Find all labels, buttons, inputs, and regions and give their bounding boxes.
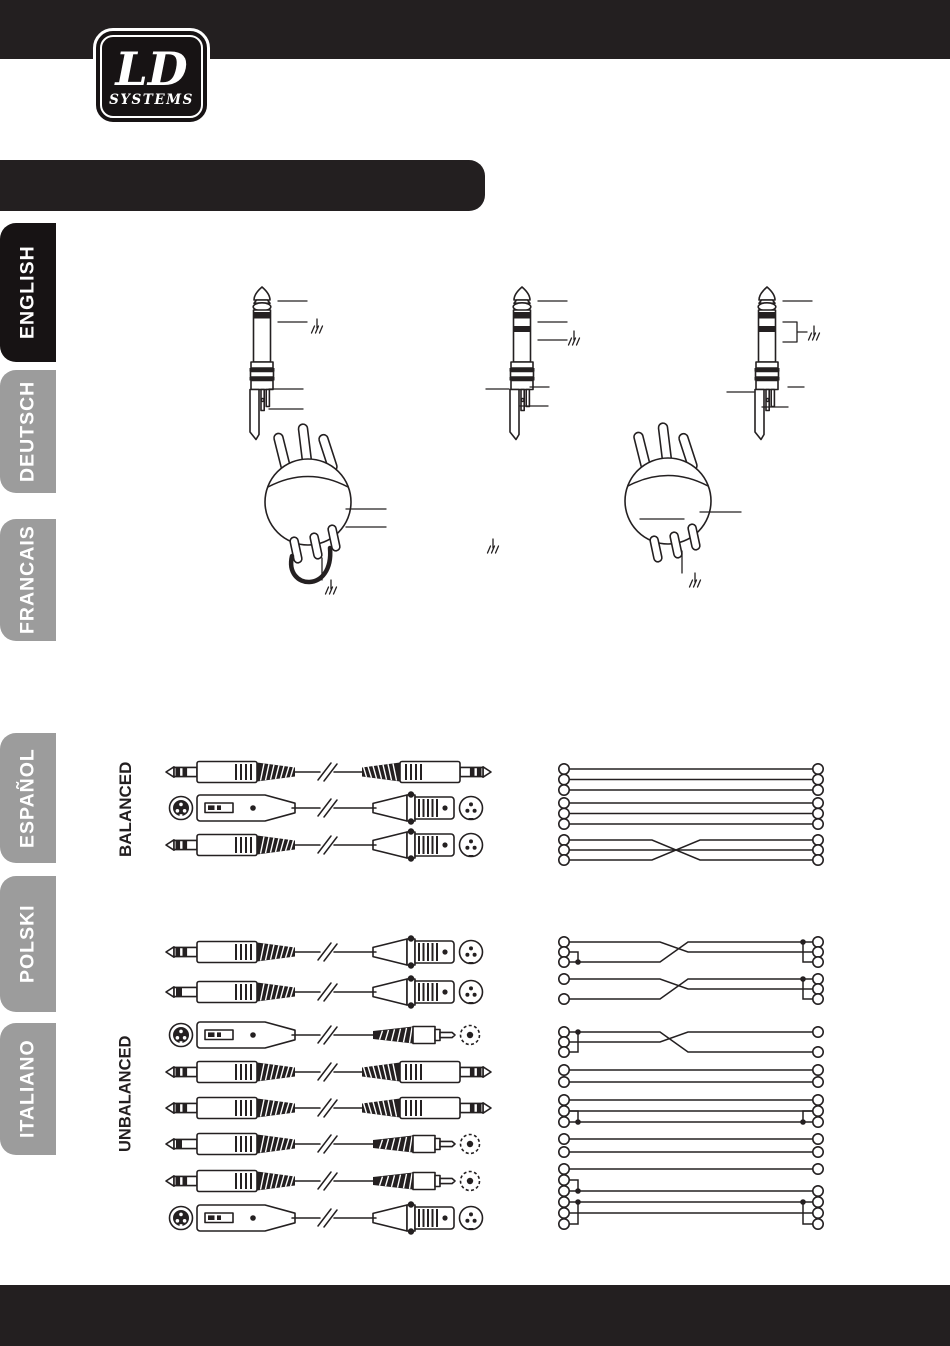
xlr-male-icon [373,935,483,968]
xlr-female-icon [170,1205,296,1231]
schematic-row-6 [559,1134,823,1157]
unbalanced-cable-drawings [166,935,491,1234]
stereo-jack-icon [166,1062,295,1083]
ld-systems-logo [93,28,210,125]
pinout-stereo-jack [486,287,580,440]
schematic-row-4 [559,1065,823,1087]
mono-jack-icon [166,982,295,1003]
rca-icon [373,1026,480,1045]
cable-stereo-jack-to-stereo-jack [166,1062,491,1083]
stereo-jack-icon [362,1062,491,1083]
cable-xlr-female-to-rca [170,1022,480,1048]
stereo-jack-icon [362,762,491,783]
xlr-female-icon [170,795,296,821]
schematic-row-2 [559,974,823,1004]
pinout-xlr-male-jumpered [265,424,386,594]
cable-stereo-jack-to-stereo-jack [166,1098,491,1119]
stereo-jack-icon [362,1098,491,1119]
sidebar-tab-polski: POLSKI [0,876,56,1012]
sidebar-tab-deutsch: DEUTSCH [0,370,56,493]
logo-text-systems: SYSTEMS [109,92,194,108]
stereo-jack-icon [166,762,295,783]
cable-stereo-jack-to-xlr-male [166,828,483,861]
stereo-jack-plug-icon [510,287,535,440]
cable-xlr-female-to-xlr-male [170,791,483,824]
sidebar-tab-english: ENGLISH [0,223,56,362]
cable-mono-jack-to-rca [166,1134,480,1155]
schematic-row-3 [559,835,823,865]
cable-stereo-jack-to-xlr-male [166,935,483,968]
rca-icon [373,1172,480,1191]
schematic-row-1 [559,764,823,795]
cable-stereo-jack-to-stereo-jack [166,762,491,783]
schematic-row-3 [559,1027,823,1057]
schematic-row-7 [559,1164,823,1196]
unbalanced-section-label: UNBALANCED [116,1035,135,1153]
xlr-plug-icon [265,424,351,564]
pinout-mono-jack [250,287,323,440]
xlr-plug-icon [625,423,711,563]
sidebar-tab-italiano: ITALIANO [0,1023,56,1155]
balanced-cable-drawings [166,762,491,862]
xlr-female-icon [170,1022,296,1048]
sidebar-tab-espanol: ESPAÑOL [0,733,56,863]
balanced-section-label: BALANCED [116,761,135,857]
ground-icon [312,319,323,333]
xlr-male-icon [373,975,483,1008]
xlr-male-icon [373,1201,483,1234]
schematic-row-5 [559,1095,823,1127]
stereo-jack-icon [166,1171,295,1192]
xlr-male-icon [373,791,483,824]
sidebar-tab-francais: FRANCAIS [0,519,56,641]
ground-icon [326,580,337,594]
schematic-row-2 [559,798,823,829]
schematic-row-1 [559,937,823,967]
ground-icon [569,331,580,345]
balanced-wiring-schematics [559,764,823,865]
stereo-jack-plug-icon [755,287,780,440]
schematic-row-8 [559,1197,823,1229]
ground-icon [690,573,701,587]
stereo-jack-icon [166,942,295,963]
unbalanced-wiring-schematics [559,937,823,1229]
ground-icon [809,326,820,340]
pinout-stereo-jack-grounded-ring [727,287,820,440]
cable-xlr-female-to-xlr-male [170,1201,483,1234]
xlr-male-icon [373,828,483,861]
cable-stereo-jack-to-rca [166,1171,480,1192]
rca-icon [373,1135,480,1154]
stereo-jack-icon [166,835,295,856]
logo-text-ld: LD [115,42,188,96]
pinout-xlr-male [625,423,741,587]
mono-jack-icon [166,1134,295,1155]
bottom-banner [0,1285,950,1346]
mono-jack-plug-icon [250,287,275,440]
stereo-jack-icon [166,1098,295,1119]
ground-icon [488,539,499,553]
cable-mono-jack-to-xlr-male [166,975,483,1008]
